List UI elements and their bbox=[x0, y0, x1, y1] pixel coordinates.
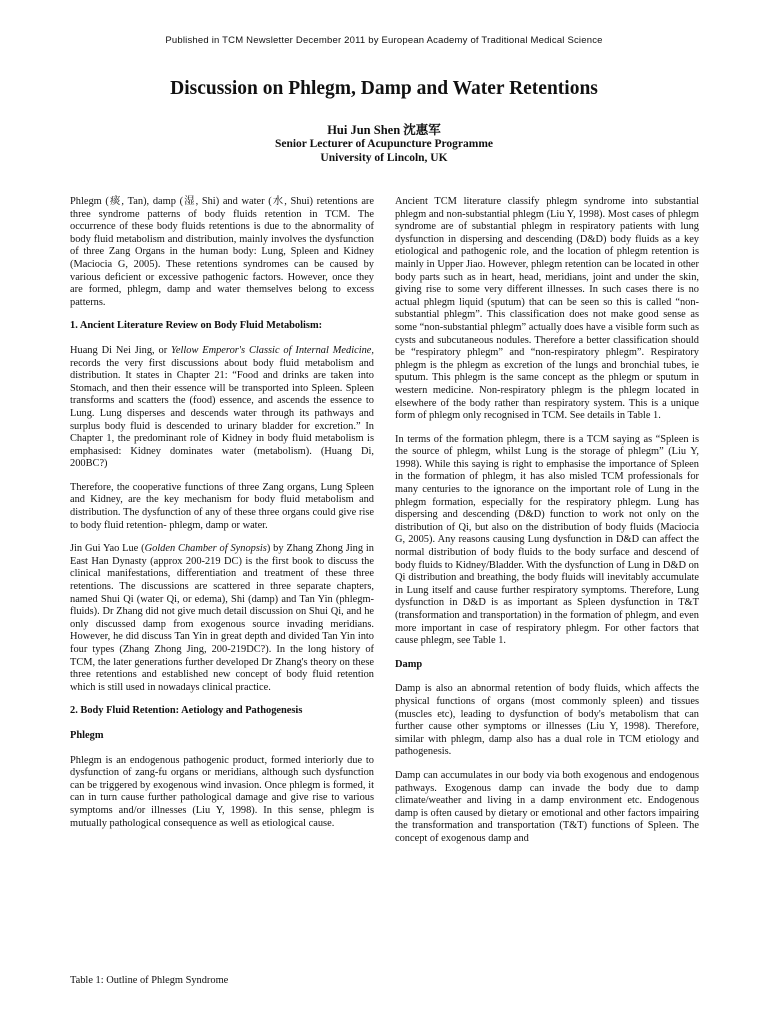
right-column bbox=[395, 196, 699, 857]
paragraph-huang-di bbox=[70, 345, 374, 471]
paragraph-phlegm-formation: In terms of the formation phlegm, there is a TCM saying as “Spleen is the source of phlegm, whilst Lung is the storage of phlegm” (Liu Y, 1998). While this saying is right to emphasise the importance of Spleen in the formation of phlegm, it has also misled TCM professionals for many centuries to the ignorance on the important role of Lung in the phlegm formation, especially for the respiratory phlegm. Lung has dispersing and descending (D&D) function to work not only on the distribution of Qi, but also on the distribution of body fluids (Maciocia G, 2005). Any reasons causing Lung dysfunction in D&D can affect the normal distribution of body fluids to the body surface and descend of body fluids to Kidney/Bladder. With the dysfunction of Lung in D&D on Qi distribution and breathing, the body fluids will inevitably accumulate in Lung itself and cause further respiratory symptoms. Therefore, Lung dysfunction in D&D is as important as Spleen dysfunction in T&T (transformation and transportation) in the formation of phlegm, and even more important in case of respiratory phlegm. For other factors that cause phlegm, see Table 1. bbox=[395, 433, 699, 647]
paragraph-phlegm-classification: Ancient TCM literature classify phlegm syndrome into substantial phlegm and non-substantial phlegm (Liu Y, 1998). Most cases of phlegm syndrome are of substantial phlegm in respiratory patients with lung dysfunction in dispersing and descending (D&D) body fluids as a key etiological and pathogenic role, and the location of phlegm retention is mainly in Upper Jiao. However, phlegm retention can be located in other body parts such as in heart, head, meridians, joint and under the skin, giving rise to some very different illnesses. In such cases there is no actual phlegm liquid (sputum) that can be seen so this is called “non-substantial phlegm”. This classification does not make good sense as some “non-substantial phlegm” actually does have a visible form such as cysts and subcutaneous nodules. Therefore a better classification should be “respiratory phlegm” and “non-respiratory phlegm”. Respiratory phlegm is the phlegm as excretion of the lungs and bronchial tubes, ie sputum. This phlegm is the same concept as the phlegm or sputum in western medicine. Non-respiratory phlegm is the phlegm located in elsewhere of the body rather than respiratory system. This is a unique form of phlegm only recognised in TCM. See details in Table 1. bbox=[395, 196, 699, 422]
affiliation-role: Senior Lecturer of Acupuncture Programme bbox=[274, 138, 494, 150]
section-heading-ancient-literature: 1. Ancient Literature Review on Body Fluid Metabolism: bbox=[70, 320, 323, 332]
subsection-heading-phlegm: Phlegm bbox=[70, 729, 104, 741]
text-segment: records the very first discussions about body fluid metabolism and distribution. It states in Chapter 21: “Food and drinks are taken into Stomach, and then their essence will be transported into Spleen. Spleen transforms and scatters the (food) essence, and ascends the essence to Lung. Lung disperses and descends water through its pathways and surplus body fluid is descended to urinary bladder for excretion.” In Chapter 1, the predominant role of Kidney in body fluid metabolism is emphasised: Kidney dominates water (metabolism). (Huang Di, 200BC?) bbox=[70, 357, 374, 470]
subsection-heading-damp: Damp bbox=[395, 658, 423, 670]
section-heading-aetiology: 2. Body Fluid Retention: Aetiology and Pathogenesis bbox=[70, 705, 303, 717]
table-caption: Table 1: Outline of Phlegm Syndrome bbox=[70, 975, 229, 986]
book-title-italic: Yellow Emperor's Classic of Internal Medicine, bbox=[171, 344, 374, 356]
author-name: Hui Jun Shen 沈惠军 bbox=[327, 123, 441, 137]
paragraph-phlegm-definition: Phlegm is an endogenous pathogenic product, formed interiorly due to dysfunction of zang-fu organs or meridians, although such dysfunction can be triggered by exogenous wind invasion. Once phlegm is formed, it can in turn cause further pathological damage and give rise to various symptoms and/or illnesses (Liu Y, 1998). In this sense, phlegm is mutually pathological consequence as well as etiological cause. bbox=[70, 754, 374, 829]
book-title-italic: Golden Chamber of Synopsis bbox=[144, 543, 267, 555]
text-segment: Huang Di Nei Jing, or bbox=[70, 344, 172, 356]
publication-note: Published in TCM Newsletter December 2011 by European Academy of Traditional Medical Science bbox=[165, 35, 603, 46]
paragraph-jin-gui bbox=[70, 543, 374, 694]
text-segment: Jin Gui Yao Lue ( bbox=[70, 543, 145, 555]
paragraph-intro: Phlegm (痰, Tan), damp (湿, Shi) and water (水, Shui) retentions are three syndrome patterns of body fluids retention in TCM. The occurrence of these body fluids retentions is due to the abnormality of body fluid metabolism and distribution, mainly involves the dysfunction of three Zang Organs in the human body: Lung, Spleen and Kidney (Maciocia G, 2005). These retentions syndromes can be caused by various deficient or excessive pathogenic factors. However, once they are formed, phlegm, damp and water themselves belong to excess patterns. bbox=[70, 196, 374, 308]
paragraph-damp-definition: Damp is also an abnormal retention of body fluids, which affects the physical functions of organs (most commonly spleen) and tissues (muscles etc), leading to dysfunction of body's metabolism that can further cause other symptoms or illnesses (Liu Y, 1998). Therefore, similar with phlegm, damp also has a dual role in TCM etiology and pathogenesis. bbox=[395, 683, 699, 758]
paragraph-damp-pathways: Damp can accumulates in our body via both exogenous and endogenous pathways. Exogenous damp can invade the body due to damp climate/weather and living in a damp environment etc. Endogenous damp is often caused by dietary or emotional and other factors impairing the transformation and transportation (T&T) functions of Spleen. The concept of exogenous damp and bbox=[395, 769, 699, 844]
text-segment: ) by Zhang Zhong Jing in East Han Dynasty (approx 200-219 DC) is the first book to discuss the clinical manifestations, differentiation and treatment of these three retentions. The discussions are scattered in three separate chapters, named Shui Qi (water Qi, or edema), Shi (damp) and Tan Yin (phlegm-fluids). Dr Zhang did not give much detail discussion on Shui Qi, and he only discussed damp from exogenous source invading meridians. However, he did discuss Tan Yin in great depth and divided Tan Yin into four types (Zhang Zhong Jing, 200-219DC?). In the long history of TCM, the later generations further developed Dr Zhang's theory on these three retentions and established new concept of body fluid retention which is still used in nowadays clinical practice. bbox=[70, 543, 374, 693]
paper-title: Discussion on Phlegm, Damp and Water Retentions bbox=[170, 78, 598, 99]
paragraph-cooperative-functions: Therefore, the cooperative functions of three Zang organs, Lung Spleen and Kidney, are the key mechanism for body fluid metabolism and distribution. The dysfunction of any of these three organs could give rise to body fluid retention- phlegm, damp or water. bbox=[70, 481, 374, 531]
affiliation-institution: University of Lincoln, UK bbox=[320, 152, 448, 164]
left-column bbox=[70, 196, 374, 841]
